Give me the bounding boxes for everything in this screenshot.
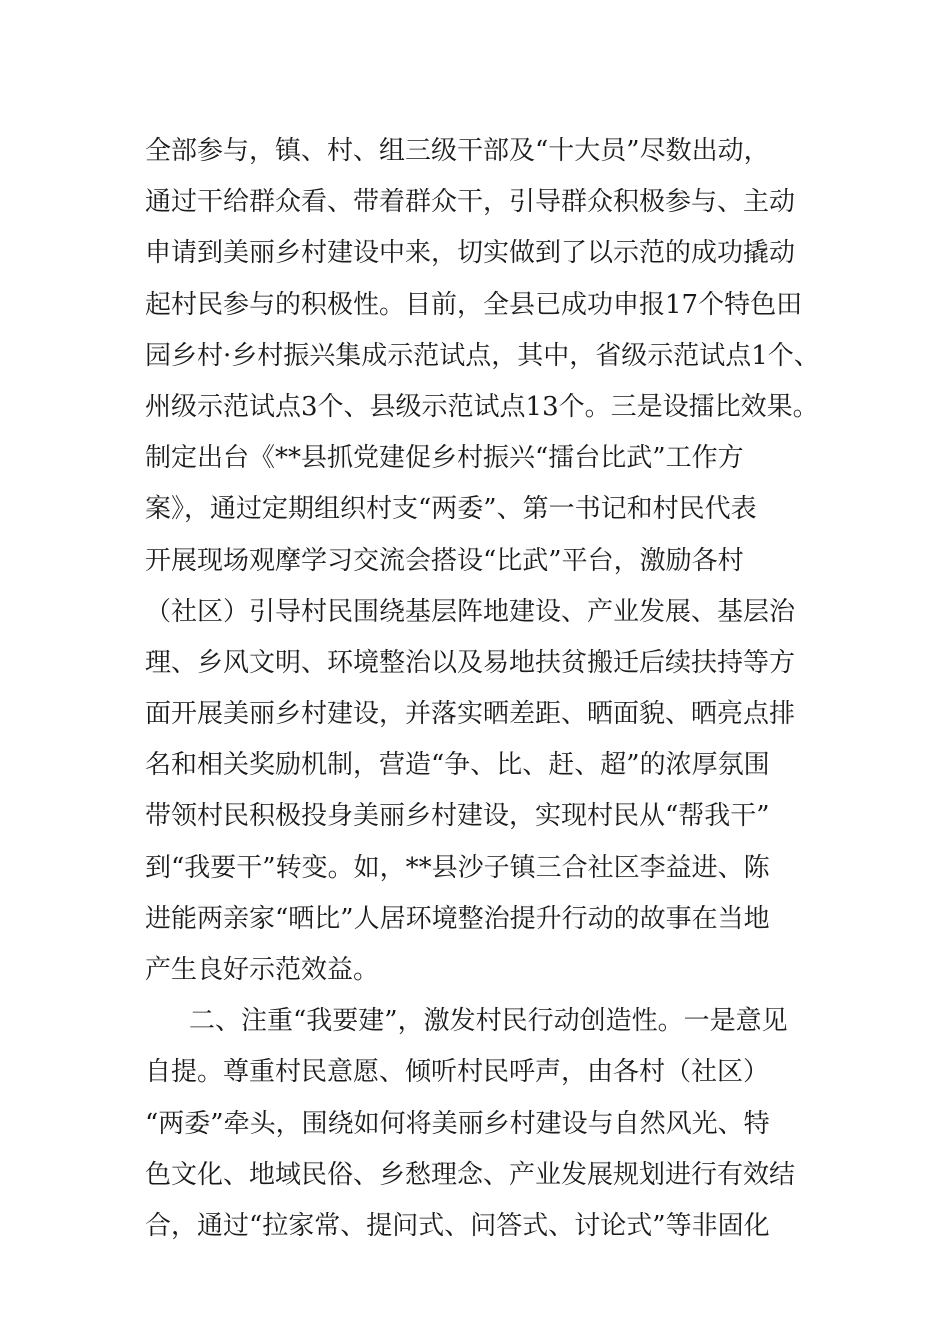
section-heading-line: 二、注重“我要建”，激发村民行动创造性。一是意见 (189, 1006, 788, 1037)
text-line: 开展现场观摩学习交流会搭设“比武”平台，激励各村 (145, 545, 744, 576)
text-line: 全部参与，镇、村、组三级干部及“十大员”尽数出动， (145, 136, 770, 166)
text-line: 合，通过“拉家常、提问式、问答式、讨论式”等非固化 (145, 1210, 770, 1241)
text-line: 进能两亲家“晒比”人居环境整治提升行动的故事在当地 (145, 903, 770, 934)
text-line: 自提。尊重村民意愿、倾听村民呼声，由各村（社区） (145, 1057, 770, 1088)
text-line: （社区）引导村民围绕基层阵地建设、产业发展、基层治 (145, 596, 796, 627)
text-line: 园乡村·乡村振兴集成示范试点，其中，省级示范试点1个、 (145, 340, 820, 371)
text-line: 案》，通过定期组织村支“两委”、第一书记和村民代表 (145, 494, 757, 525)
text-line: 色文化、地域民俗、乡愁理念、产业发展规划进行有效结 (145, 1159, 796, 1190)
text-line: 到“我要干”转变。如，**县沙子镇三合社区李益进、陈 (145, 852, 770, 883)
text-line: 产生良好示范效益。 (145, 955, 380, 985)
text-line: 面开展美丽乡村建设，并落实晒差距、晒面貌、晒亮点排 (145, 699, 796, 730)
text-line: 带领村民积极投身美丽乡村建设，实现村民从“帮我干” (145, 801, 770, 832)
text-line: 申请到美丽乡村建设中来，切实做到了以示范的成功撬动 (145, 238, 796, 269)
text-line: 起村民参与的积极性。目前，全县已成功申报17个特色田 (145, 289, 803, 320)
text-line: “两委”牵头，围绕如何将美丽乡村建设与自然风光、特 (145, 1108, 770, 1139)
text-line: 州级示范试点3个、县级示范试点13个。三是设擂比效果。 (145, 391, 819, 422)
text-line: 理、乡风文明、环境整治以及易地扶贫搬迁后续扶持等方 (145, 647, 796, 678)
text-line: 通过干给群众看、带着群众干，引导群众积极参与、主动 (145, 187, 796, 218)
document-body (145, 126, 825, 1252)
text-line: 制定出台《**县抓党建促乡村振兴“擂台比武”工作方 (145, 443, 744, 474)
text-line: 名和相关奖励机制，营造“争、比、赶、超”的浓厚氛围 (145, 750, 770, 781)
